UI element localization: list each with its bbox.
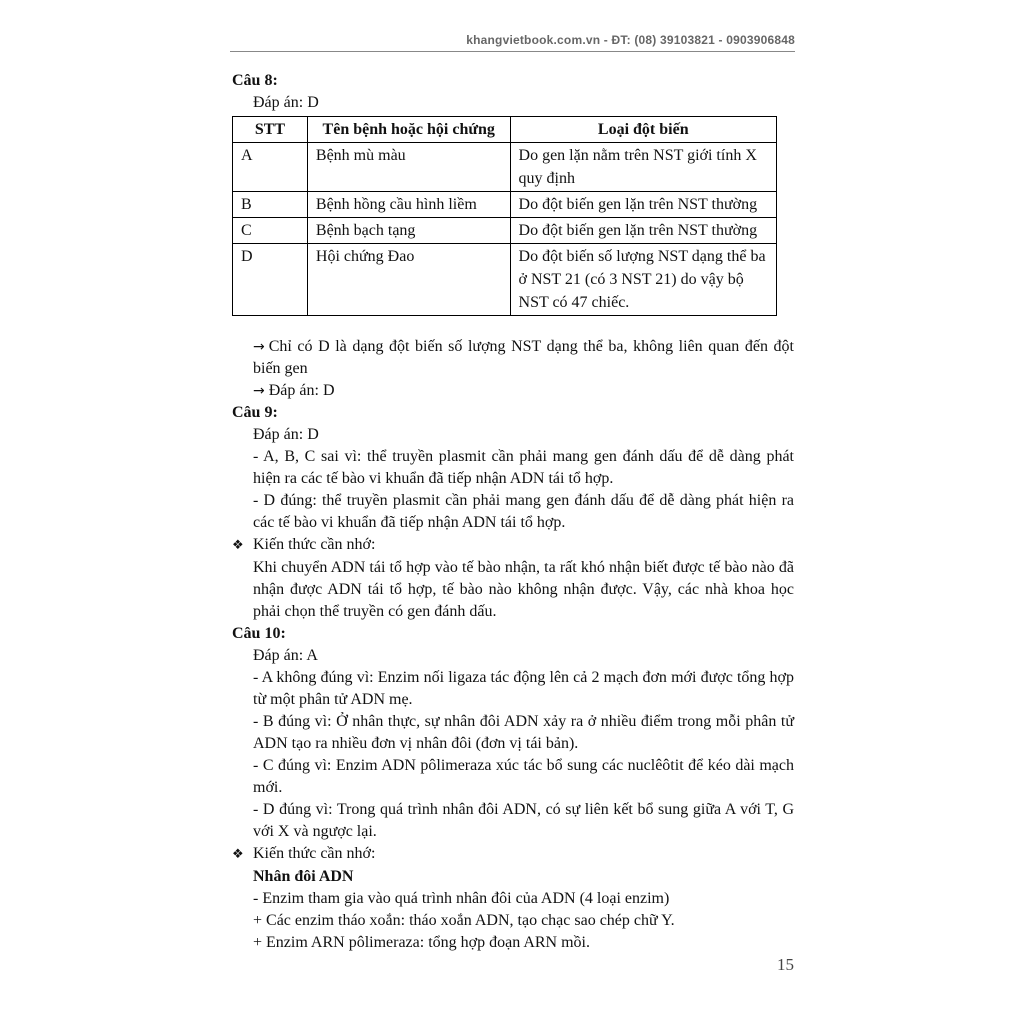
table-row	[233, 218, 777, 244]
question-8-final-answer	[232, 380, 794, 402]
question-9-explanation-abc: - A, B, C sai vì: thể truyền plasmit cần phải mang gen đánh dấu để dễ dàng phát hiện ra các tế bào vi khuẩn đã tiếp nhận ADN tái tổ hợp.	[253, 448, 794, 487]
question-8-title: Câu 8:	[232, 72, 278, 89]
table-row	[233, 143, 777, 192]
table-cell-disease: Bệnh bạch tạng	[307, 218, 510, 244]
diamond-bullet-icon: ❖	[232, 538, 244, 553]
diamond-bullet-icon: ❖	[232, 847, 244, 862]
table-header-mutation: Loại đột biến	[510, 117, 776, 143]
question-8-final-answer-text: Đáp án: D	[268, 382, 335, 399]
question-10-explanation-c: - C đúng vì: Enzim ADN pôlimeraza xúc tác bổ sung các nuclêôtit để kéo dài mạch mới.	[253, 757, 794, 796]
question-10-knowledge-title	[232, 843, 794, 866]
question-10-explanation-a: - A không đúng vì: Enzim nối ligaza tác động lên cả 2 mạch đơn mới được tổng hợp từ một phân tử ADN mẹ.	[253, 669, 794, 708]
table-cell-stt: B	[233, 192, 308, 218]
question-8-note	[232, 336, 794, 380]
question-10-knowledge-line-3: + Enzim ARN pôlimeraza: tổng hợp đoạn ARN mồi.	[253, 934, 590, 951]
table-row	[233, 244, 777, 316]
table-cell-mutation: Do đột biến số lượng NST dạng thể ba ở NST 21 (có 3 NST 21) do vậy bộ NST có 47 chiếc.	[510, 244, 776, 316]
table-cell-disease: Bệnh mù màu	[307, 143, 510, 192]
table-header-disease: Tên bệnh hoặc hội chứng	[307, 117, 510, 143]
arrow-right-icon: →	[253, 383, 265, 399]
table-cell-mutation: Do đột biến gen lặn trên NST thường	[510, 218, 776, 244]
page-number: 15	[777, 955, 794, 974]
question-10-explanation-d: - D đúng vì: Trong quá trình nhân đôi ADN, có sự liên kết bổ sung giữa A với T, G với X và ngược lại.	[253, 801, 794, 840]
table-header-row	[233, 117, 777, 143]
table-header-stt: STT	[233, 117, 308, 143]
disease-table	[232, 116, 777, 316]
question-9-explanation-d: - D đúng: thể truyền plasmit cần phải mang gen đánh dấu để dễ dàng phát hiện ra các tế bào vi khuẩn đã tiếp nhận ADN tái tổ hợp.	[253, 492, 794, 531]
header-rule	[230, 51, 795, 52]
question-9-answer: Đáp án: D	[253, 426, 319, 443]
question-9-knowledge-title-text: Kiến thức cần nhớ:	[253, 536, 376, 553]
question-8-answer: Đáp án: D	[253, 94, 319, 111]
table-cell-mutation: Do đột biến gen lặn trên NST thường	[510, 192, 776, 218]
question-10-knowledge-title-text: Kiến thức cần nhớ:	[253, 845, 376, 862]
table-cell-disease: Hội chứng Đao	[307, 244, 510, 316]
table-cell-disease: Bệnh hồng cầu hình liềm	[307, 192, 510, 218]
arrow-right-icon: →	[253, 339, 265, 355]
question-10-knowledge-line-2: + Các enzim tháo xoắn: tháo xoắn ADN, tạo chạc sao chép chữ Y.	[253, 912, 675, 929]
question-8-note-text: Chỉ có D là dạng đột biến số lượng NST dạng thể ba, không liên quan đến đột biến gen	[253, 338, 794, 377]
question-9-knowledge-title	[232, 534, 794, 557]
table-cell-stt: D	[233, 244, 308, 316]
question-10-explanation-b: - B đúng vì: Ở nhân thực, sự nhân đôi ADN xảy ra ở nhiều điểm trong mỗi phân tử ADN tạo ra nhiều đơn vị nhân đôi (đơn vị tái bản).	[253, 713, 794, 752]
question-9-knowledge-text: Khi chuyển ADN tái tổ hợp vào tế bào nhận, ta rất khó nhận biết được tế bào nào đã nhận được ADN tái tổ hợp, tế bào nào không nhận được. Vậy, các nhà khoa học phải chọn thể truyền có gen đánh dấu.	[253, 559, 794, 620]
table-cell-stt: C	[233, 218, 308, 244]
page-header: khangvietbook.com.vn - ĐT: (08) 39103821 - 0903906848	[466, 33, 795, 47]
table-cell-stt: A	[233, 143, 308, 192]
page-content	[232, 70, 794, 954]
question-10-answer: Đáp án: A	[253, 647, 318, 664]
table-row	[233, 192, 777, 218]
question-9-title: Câu 9:	[232, 404, 278, 421]
table-cell-mutation: Do gen lặn nằm trên NST giới tính X quy định	[510, 143, 776, 192]
question-10-knowledge-line-1: - Enzim tham gia vào quá trình nhân đôi của ADN (4 loại enzim)	[253, 890, 670, 907]
question-10-knowledge-heading: Nhân đôi ADN	[253, 868, 354, 885]
question-10-title: Câu 10:	[232, 625, 286, 642]
